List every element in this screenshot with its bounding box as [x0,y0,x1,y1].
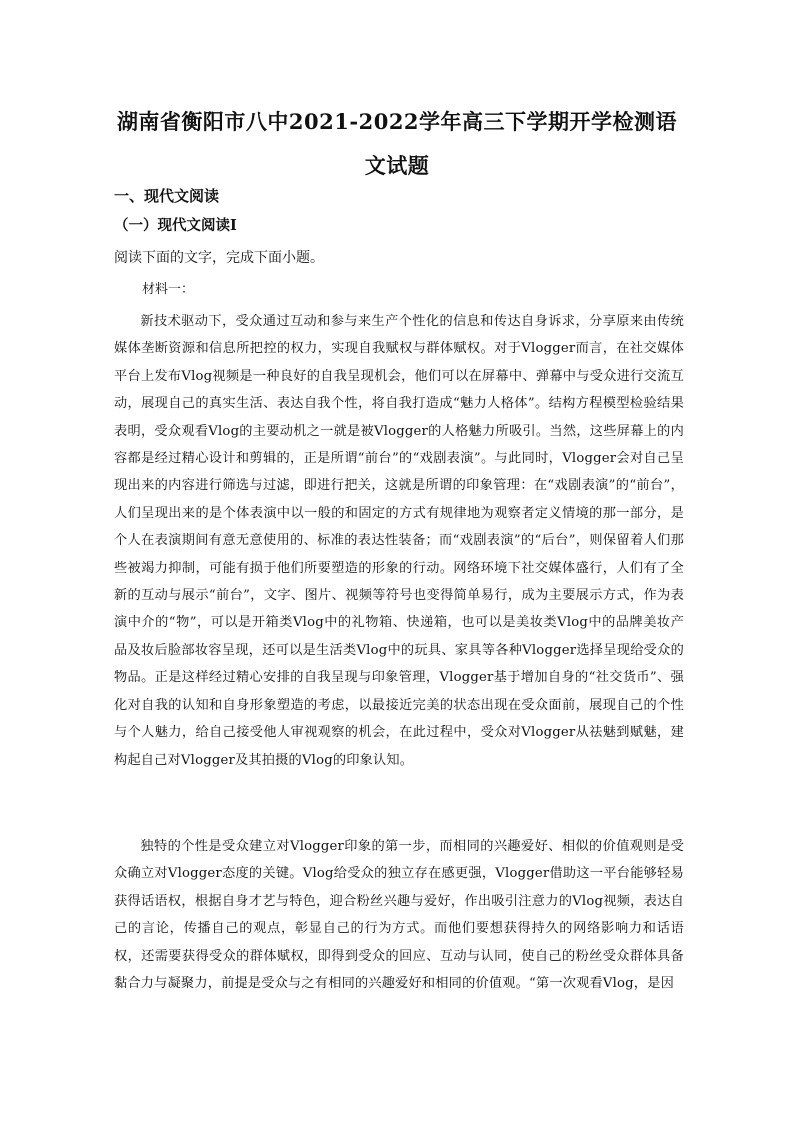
reading-instruction: 阅读下面的文字，完成下面小题。 [114,250,324,266]
body-paragraph: 独特的个性是受众建立对Vlogger印象的第一步，而相同的兴趣爱好、相似的价值观则是受众确立对Vlogger态度的关键。Vlog给受众的独立存在感更强，Vlogger借助这一平台能够轻易获得话语权，根据自身才艺与特色，迎合粉丝兴趣与爱好，作出吸引注意力的Vlog视频，表达自己的言论，传播自己的观点，彰显自己的行为方式。而他们要想获得持久的网络影响力和话语权，还需要获得受众的群体赋权，即得到受众的回应、互动与认同，使自己的粉丝受众群体具备黏合力与凝聚力，前提是受众与之有相同的兴趣爱好和相同的价值观。“第一次观看Vlog，是因 [114,839,684,992]
body-paragraph: 新技术驱动下，受众通过互动和参与来生产个性化的信息和传达自身诉求，分享原来由传统媒体垄断资源和信息所把控的权力，实现自我赋权与群体赋权。对于Vlogger而言，在社交媒体平台上发布Vlog视频是一种良好的自我呈现机会，他们可以在屏幕中、弹幕中与受众进行交流互动，展现自己的真实生活、表达自我个性，将自我打造成“魅力人格体”。结构方程模型检验结果表明，受众观看Vlog的主要动机之一就是被Vlogger的人格魅力所吸引。当然，这些屏幕上的内容都是经过精心设计和剪辑的，正是所谓“前台”的“戏剧表演”。与此同时，Vlogger会对自己呈现出来的内容进行筛选与过滤，即进行把关，这就是所谓的印象管理：在“戏剧表演”的“前台”，人们呈现出来的是个体表演中以一般的和固定的方式有规律地为观察者定义情境的那一部分，是个人在表演期间有意无意使用的、标准的表达性装备；而“戏剧表演”的“后台”，则保留着人们那些被竭力抑制，可能有损于他们所要塑造的形象的行动。网络环境下社交媒体盛行，人们有了全新的互动与展示“前台”，文字、图片、视频等符号也变得简单易行，成为主要展示方式，作为表演中介的“物”，可以是开箱类Vlog中的礼物箱、快递箱，也可以是美妆类Vlog中的品牌美妆产品及妆后脸部妆容呈现，还可以是生活类Vlog中的玩具、家具等各种Vlogger选择呈现给受众的物品。正是这样经过精心安排的自我呈现与印象管理，Vlogger基于增加自身的“社交货币”、强化对自我的认知和自身形象塑造的考虑，以最接近完美的状态出现在受众面前，展现自己的个性与个人魅力，给自己接受他人审视观察的机会，在此过程中，受众对Vlogger从祛魅到赋魅，建构起自己对Vlogger及其拍摄的Vlog的印象认知。 [114,314,684,768]
section-heading: 一、现代文阅读 [114,187,220,205]
page-title: 湖南省衡阳市八中2021-2022学年高三下学期开学检测语文试题 [116,109,678,178]
subsection-heading: （一）现代文阅读Ⅰ [114,217,237,234]
material-label: 材料一： [142,282,195,297]
